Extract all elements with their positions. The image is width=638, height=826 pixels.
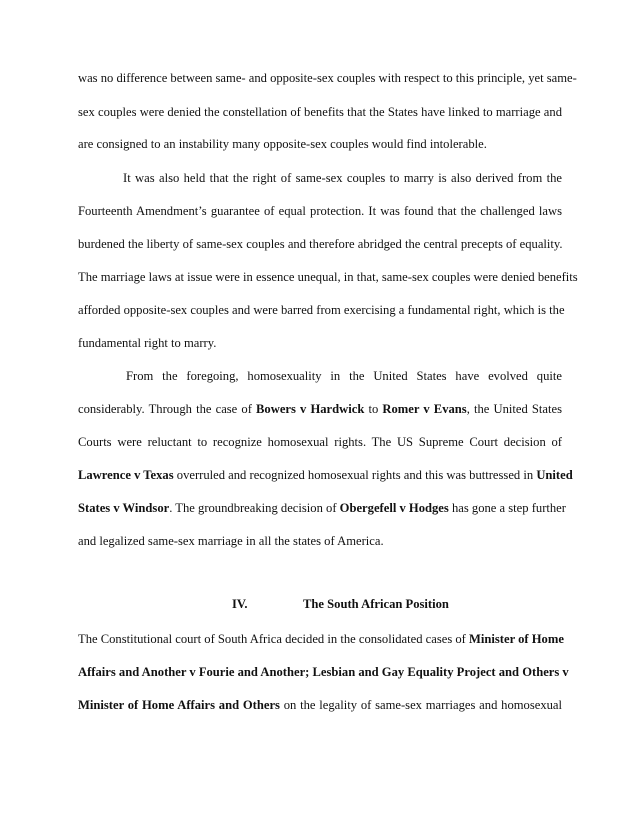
case-name-windsor-part-1: United [536, 468, 573, 482]
case-name-obergefell: Obergefell v Hodges [339, 501, 449, 515]
paragraph-3-line-5 [78, 500, 566, 516]
paragraph-4-line-2: Affairs and Another v Fourie and Another; Lesbian and Gay Equality Project and Others v [78, 665, 569, 679]
paragraph-2-line-3: burdened the liberty of same-sex couples and therefore abridged the central precepts of equality. [78, 237, 563, 251]
case-name-bowers: Bowers v Hardwick [256, 402, 365, 416]
section-title: The South African Position [303, 597, 449, 611]
text-span: overruled and recognized homosexual rights and this was buttressed in [173, 468, 537, 482]
section-heading [0, 596, 638, 612]
paragraph-3-line-2 [78, 401, 562, 417]
paragraph-2-line-1: It was also held that the right of same-sex couples to marry is also derived from the [123, 171, 562, 185]
paragraph-3-line-6: and legalized same-sex marriage in all the states of America. [78, 534, 384, 548]
paragraph-3-line-4 [78, 467, 573, 483]
paragraph-2-line-2: Fourteenth Amendment’s guarantee of equal protection. It was found that the challenged laws [78, 204, 562, 218]
text-span: has gone a step further [448, 501, 566, 515]
text-span: . The groundbreaking decision of [169, 501, 340, 515]
case-name-windsor-part-2: States v Windsor [78, 501, 170, 515]
case-name-minister-part-3: Minister of Home Affairs and Others [78, 698, 280, 712]
text-span: to [364, 402, 383, 416]
paragraph-4-line-3 [78, 697, 562, 713]
paragraph-1-line-2: sex couples were denied the constellation of benefits that the States have linked to marriage and [78, 105, 562, 119]
paragraph-4-line-1 [78, 631, 562, 647]
case-name-romer: Romer v Evans [382, 402, 467, 416]
paragraph-1-line-3: are consigned to an instability many opposite-sex couples would find intolerable. [78, 137, 487, 151]
case-name-minister-part-1: Minister of Home [469, 632, 564, 646]
case-name-lawrence: Lawrence v Texas [78, 468, 174, 482]
text-span: considerably. Through the case of [78, 402, 257, 416]
paragraph-1-line-1: was no difference between same- and opposite-sex couples with respect to this principle, yet same- [78, 71, 577, 85]
text-span: on the legality of same-sex marriages and homosexual [279, 698, 563, 712]
text-span: The Constitutional court of South Africa decided in the consolidated cases of [78, 632, 470, 646]
paragraph-2-line-4: The marriage laws at issue were in essence unequal, in that, same-sex couples were denied benefits [78, 270, 578, 284]
paragraph-2-line-6: fundamental right to marry. [78, 336, 217, 350]
paragraph-3-line-3: Courts were reluctant to recognize homosexual rights. The US Supreme Court decision of [78, 435, 562, 449]
text-span: , the United States [466, 402, 562, 416]
paragraph-3-line-1: From the foregoing, homosexuality in the United States have evolved quite [126, 369, 562, 383]
paragraph-2-line-5: afforded opposite-sex couples and were barred from exercising a fundamental right, which is the [78, 303, 565, 317]
section-number: IV. [232, 597, 248, 611]
